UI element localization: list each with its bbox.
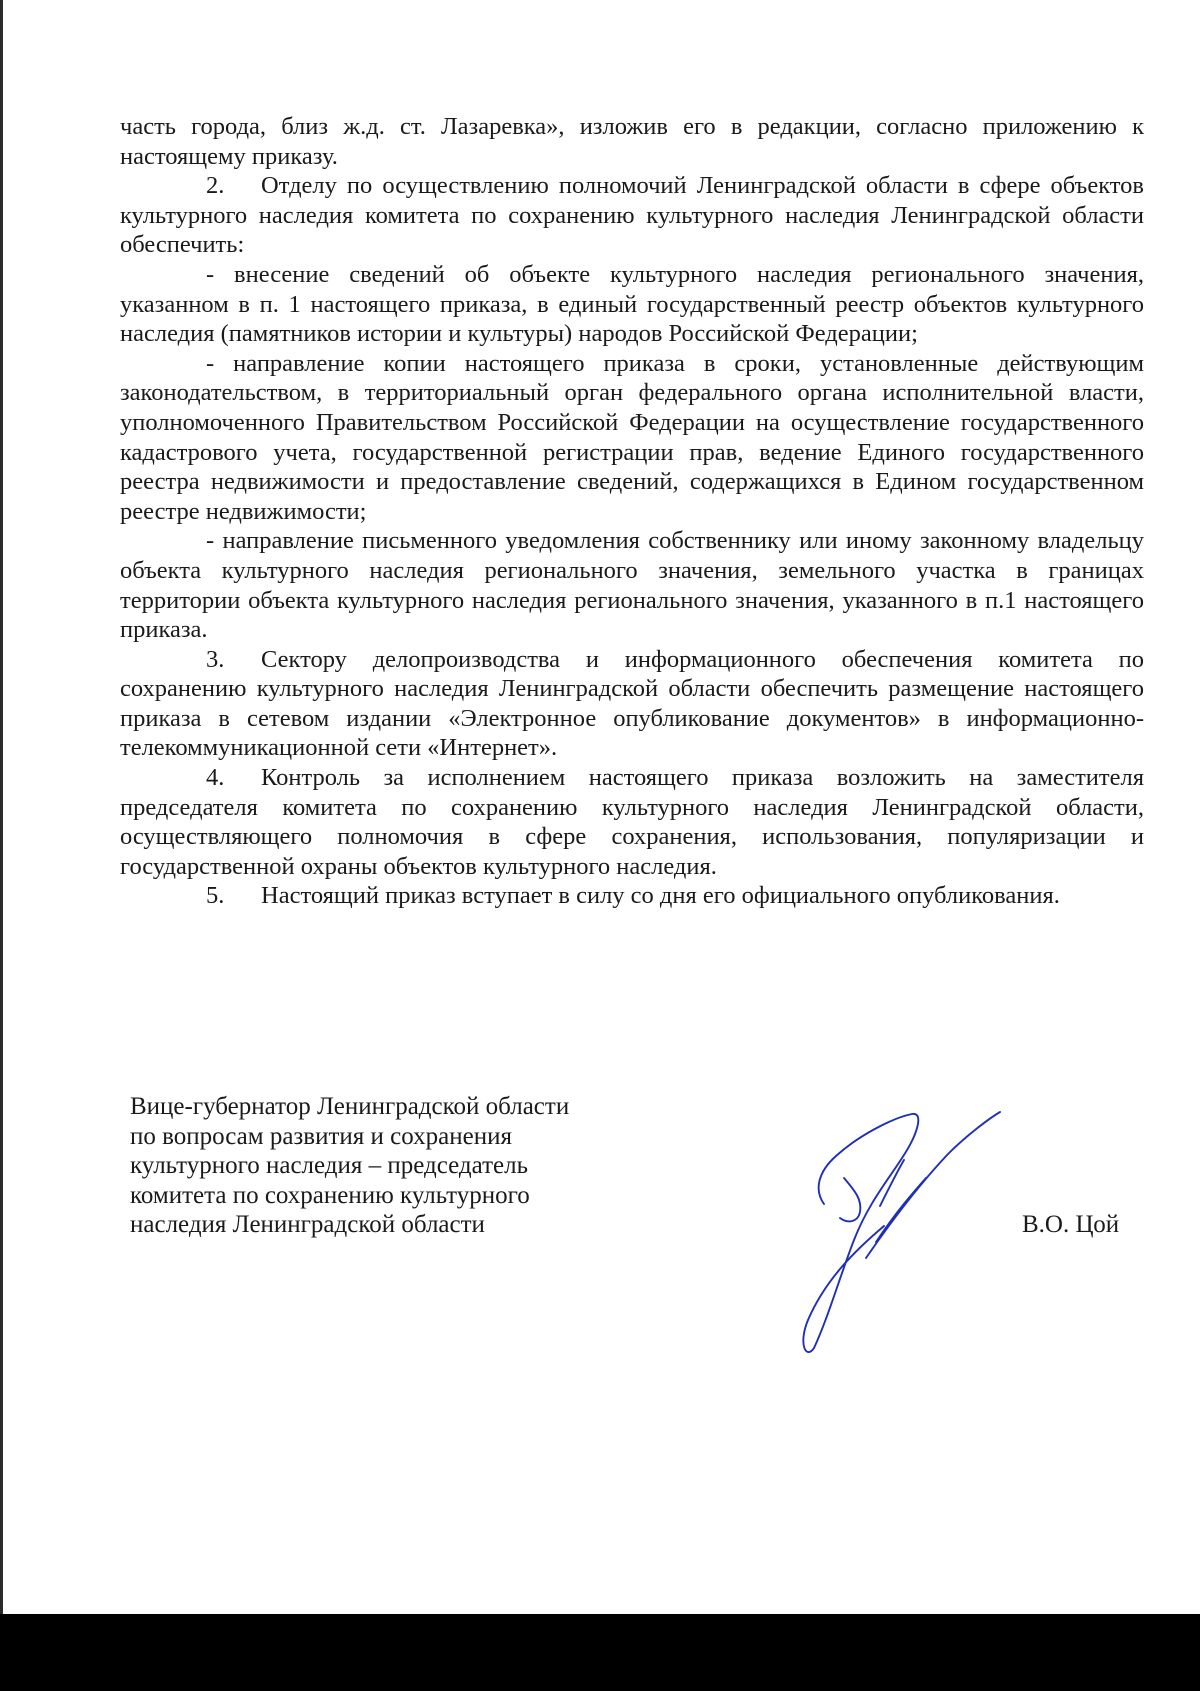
item-number: 5.	[206, 882, 225, 910]
signature-stroke	[866, 1112, 1000, 1258]
position-line: комитета по сохранению культурного	[130, 1181, 530, 1209]
paragraph-item-5	[120, 881, 1144, 911]
paragraph-item-2	[120, 171, 1144, 260]
signature-stroke	[880, 1160, 904, 1206]
handwritten-signature	[800, 1108, 1060, 1358]
position-line: Вице-губернатор Ленинградской области	[130, 1093, 570, 1120]
paragraph-item-2-sub-2: - направление копии настоящего приказа в сроки, установленные действующим законодательством, в территориальный орган федерального органа исполнительной власти, уполномоченного Правительством Российской Федерации на осуществление государственного кадастрового учета, государственной регистрации прав, ведение Единого государственного реестра недвижимости и предоставление сведений, содержащихся в Едином государственном реестре недвижимости;	[120, 349, 1144, 525]
item-number: 2.	[206, 172, 225, 200]
scan-left-edge	[0, 0, 3, 1691]
item-number: 4.	[206, 764, 225, 792]
item-text: Настоящий приказ вступает в силу со дня его официального опубликования.	[261, 882, 1060, 910]
paragraph-item-4	[120, 763, 1144, 881]
paragraph-item-3	[120, 645, 1144, 763]
item-text: Контроль за исполнением настоящего приказа возложить на заместителя председателя комитета по сохранению культурного наследия Ленинградской области, осуществляющего полномочия в сфере сохранения, использования, популяризации и государственной охраны объектов культурного наследия.	[120, 764, 1144, 880]
item-text: Сектору делопроизводства и информационного обеспечения комитета по сохранению культурного наследия Ленинградской области обеспечить размещение настоящего приказа в сетевом издании «Электронное опубликование документов» в информационно-телекоммуникационной сети «Интернет».	[120, 645, 1144, 762]
item-text: Отделу по осуществлению полномочий Ленинградской области в сфере объектов культурного наследия комитета по сохранению культурного наследия Ленинградской области обеспечить:	[120, 172, 1144, 259]
item-number: 3.	[206, 645, 225, 673]
signatory-name: В.О. Цой	[1022, 1211, 1120, 1238]
document-body	[120, 112, 1144, 911]
paragraph-item-2-sub-3: - направление письменного уведомления собственнику или иному законному владельцу объекта культурного наследия регионального значения, земельного участка в границах территории объекта культурного наследия регионального значения, указанного в п.1 настоящего приказа.	[120, 527, 1144, 644]
signature-stroke	[840, 1178, 860, 1221]
position-line: по вопросам развития и сохранения	[130, 1122, 512, 1150]
signature-stroke	[803, 1114, 918, 1352]
scan-bottom-band	[0, 1614, 1200, 1691]
position-line: культурного наследия – председатель	[130, 1152, 528, 1179]
signatory-position	[130, 1092, 690, 1240]
continuation-paragraph: часть города, близ ж.д. ст. Лазаревка», изложив его в редакции, согласно приложению к настоящему приказу.	[120, 113, 1144, 170]
position-line: наследия Ленинградской области	[130, 1211, 485, 1238]
paragraph-item-2-sub-1: - внесение сведений об объекте культурного наследия регионального значения, указанном в п. 1 настоящего приказа, в единый государственный реестр объектов культурного наследия (памятников истории и культуры) народов Российской Федерации;	[120, 260, 1144, 348]
